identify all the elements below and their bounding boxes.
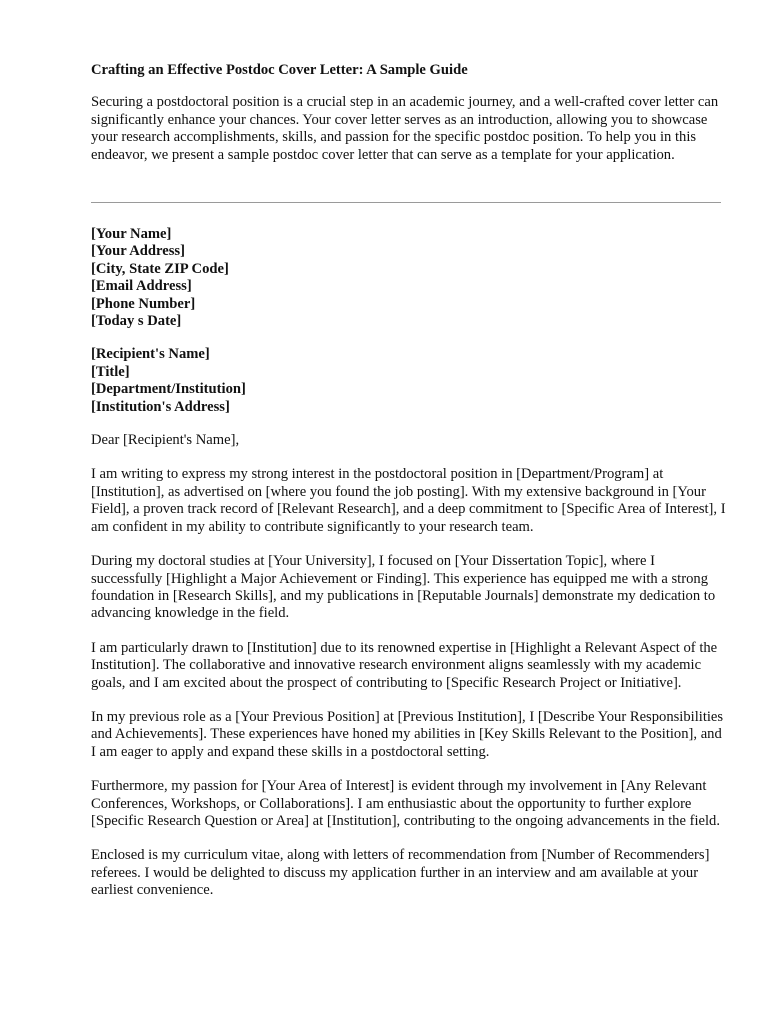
- sender-phone: [Phone Number]: [91, 295, 196, 312]
- sender-date: [Today s Date]: [91, 313, 182, 330]
- recipient-address-block: [91, 346, 727, 416]
- letter-paragraph: Furthermore, my passion for [Your Area of Interest] is evident through my involvement in [Any Relevant Conferences, Workshops, or Collaborations]. I am enthusiastic about the opportunity to further explore [Specific Research Question or Area] at [Institution], contributing to the ongoing advancements in the field.: [91, 778, 720, 829]
- intro-paragraph: Securing a postdoctoral position is a crucial step in an academic journey, and a well-crafted cover letter can significantly enhance your chances. Your cover letter serves as an introduction, allowing you to showcase your research accomplishments, skills, and passion for the specific postdoc position. To help you in this endeavor, we present a sample postdoc cover letter that can serve as a template for your application.: [91, 94, 719, 163]
- sender-email: [Email Address]: [91, 278, 192, 295]
- recipient-address: [Institution's Address]: [91, 398, 230, 415]
- section-divider: [91, 202, 721, 203]
- document-header: [91, 62, 727, 164]
- salutation: Dear [Recipient's Name],: [91, 432, 240, 449]
- letter-paragraph: I am particularly drawn to [Institution] due to its renowned expertise in [Highlight a Relevant Aspect of the Institution]. The collaborative and innovative research environment aligns seamlessly with my academic goals, and I am excited about the prospect of contributing to [Specific Research Project or Initiative].: [91, 639, 718, 691]
- document-title: Crafting an Effective Postdoc Cover Letter: A Sample Guide: [91, 62, 468, 78]
- sender-city-state-zip: [City, State ZIP Code]: [91, 260, 229, 277]
- recipient-name: [Recipient's Name]: [91, 346, 210, 363]
- recipient-title: [Title]: [91, 363, 130, 380]
- recipient-department: [Department/Institution]: [91, 381, 246, 398]
- letter-body: [91, 226, 727, 917]
- letter-paragraph: I am writing to express my strong interest in the postdoctoral position in [Department/Program] at [Institution], as advertised on [where you found the job posting]. With my extensive background in [Your Field], a proven track record of [Relevant Research], and a deep commitment to [Specific Area of Interest], I am confident in my ability to contribute significantly to your research team.: [91, 466, 726, 535]
- sender-address: [Your Address]: [91, 243, 185, 260]
- sender-address-block: [91, 226, 727, 330]
- sender-name: [Your Name]: [91, 226, 172, 242]
- letter-paragraph: During my doctoral studies at [Your University], I focused on [Your Dissertation Topic], where I successfully [Highlight a Major Achievement or Finding]. This experience has equipped me with a strong foundation in [Research Skills], and my publications in [Reputable Journals] demonstrate my dedication to advancing knowledge in the field.: [91, 553, 716, 622]
- letter-paragraph: Enclosed is my curriculum vitae, along with letters of recommendation from [Number of Recommenders] referees. I would be delighted to discuss my application further in an interview and am available at your earliest convenience.: [91, 847, 710, 899]
- letter-paragraph: In my previous role as a [Your Previous Position] at [Previous Institution], I [Describe Your Responsibilities and Achievements]. These experiences have honed my abilities in [Key Skills Relevant to the Position], and I am eager to apply and expand these skills in a postdoctoral setting.: [91, 708, 724, 760]
